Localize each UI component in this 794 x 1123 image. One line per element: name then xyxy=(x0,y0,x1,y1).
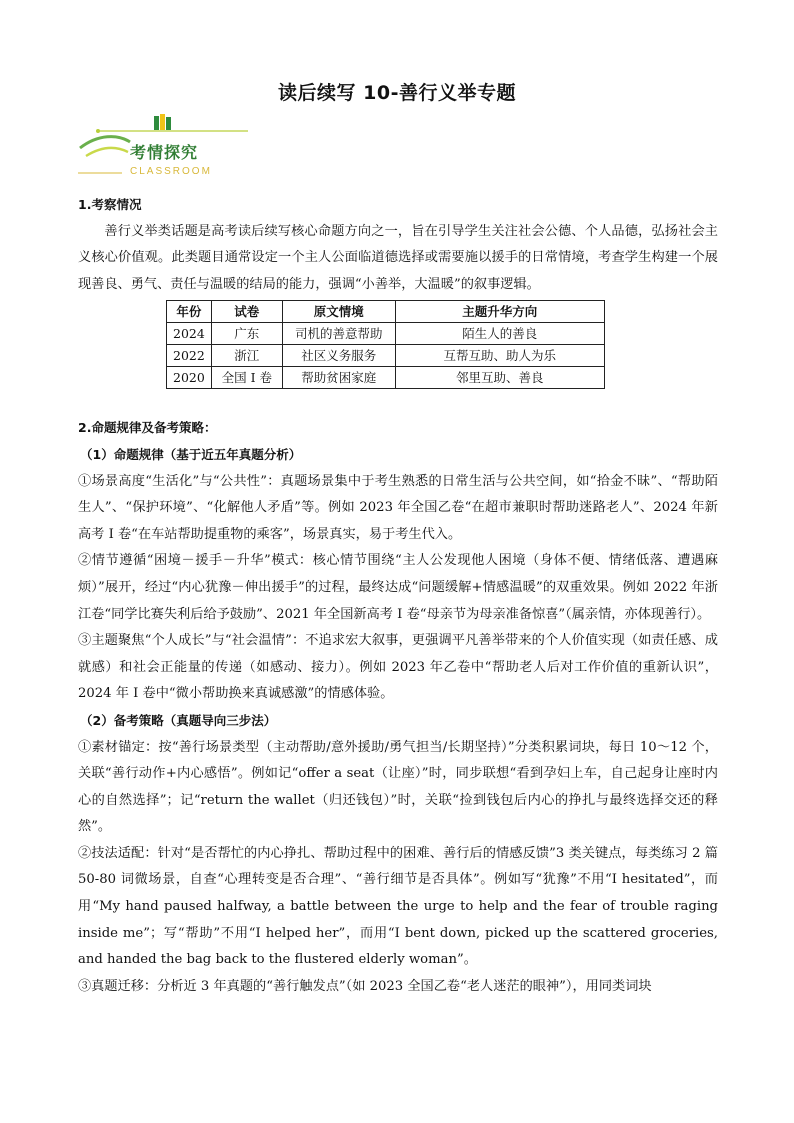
logo-subtitle: CLASSROOM xyxy=(130,166,212,177)
document-body xyxy=(78,192,718,1000)
table-header: 年份 xyxy=(167,301,212,323)
table-cell: 互帮互助、助人为乐 xyxy=(395,345,604,367)
book-icon xyxy=(154,114,171,130)
section-1-paragraph: 善行义举类话题是高考读后续写核心命题方向之一，旨在引导学生关注社会公德、个人品德，弘扬社会主义核心价值观。此类题目通常设定一个主人公面临道德选择或需要施以援手的日常情境，考查学生构建一个展现善良、勇气、责任与温暖的结局的能力，强调“小善举，大温暖”的叙事逻辑。 xyxy=(78,223,718,292)
table-cell: 浙江 xyxy=(211,345,282,367)
table-row xyxy=(167,345,605,367)
exam-table xyxy=(166,300,605,389)
section-logo xyxy=(78,112,258,186)
section-2-heading: 2.命题规律及备考策略： xyxy=(78,420,217,436)
paragraph-pattern-3: ③主题聚焦“个人成长”与“社会温情”：不追求宏大叙事，更强调平凡善举带来的个人价值实现（如责任感、成就感）和社会正能量的传递（如感动、接力）。例如 2023 年乙卷中“帮助老人后对工作价值的重新认识”，2024 年 I 卷中“微小帮助换来真诚感激”的情感体验。 xyxy=(78,633,718,702)
table-header: 原文情境 xyxy=(282,301,395,323)
paragraph-pattern-1: ①场景高度“生活化”与“公共性”：真题场景集中于考生熟悉的日常生活与公共空间，如“拾金不昧”、“帮助陌生人”、“保护环境”、“化解他人矛盾”等。例如 2023 年全国乙卷“在超市兼职时帮助迷路老人”、2024 年新高考 I 卷“在车站帮助提重物的乘客”，场景真实，易于考生代入。 xyxy=(78,473,718,542)
table-cell: 邻里互助、善良 xyxy=(395,367,604,389)
subsection-2-heading: （2）备考策略（真题导向三步法） xyxy=(80,712,277,728)
table-cell: 广东 xyxy=(211,323,282,345)
section-1-heading: 1.考察情况 xyxy=(78,197,142,212)
subsection-1-heading: （1）命题规律（基于近五年真题分析） xyxy=(80,446,302,462)
table-header: 试卷 xyxy=(211,301,282,323)
table-cell: 陌生人的善良 xyxy=(395,323,604,345)
table-header: 主题升华方向 xyxy=(395,301,604,323)
table-cell: 全国 I 卷 xyxy=(211,367,282,389)
table-cell: 司机的善意帮助 xyxy=(282,323,395,345)
table-cell: 帮助贫困家庭 xyxy=(282,367,395,389)
page-title: 读后续写 10-善行义举专题 xyxy=(278,82,516,104)
table-cell: 社区义务服务 xyxy=(282,345,395,367)
table-cell: 2024 xyxy=(167,323,212,345)
table-cell: 2020 xyxy=(167,367,212,389)
table-cell: 2022 xyxy=(167,345,212,367)
logo-title: 考情探究 xyxy=(130,143,199,162)
paragraph-strategy-1: ①素材锚定：按“善行场景类型（主动帮助/意外援助/勇气担当/长期坚持）”分类积累词块，每日 10～12 个，关联“善行动作+内心感悟”。例如记“offer a seat（让座）”时，同步联想“看到孕妇上车，自己起身让座时内心的自然选择”；记“return the wallet（归还钱包）”时，关联“捡到钱包后内心的挣扎与最终选择交还的释然”。 xyxy=(78,739,718,835)
table-row xyxy=(167,323,605,345)
paragraph-strategy-3: ③真题迁移：分析近 3 年真题的“善行触发点”（如 2023 全国乙卷“老人迷茫的眼神”），用同类词块 xyxy=(78,978,652,994)
paragraph-pattern-2: ②情节遵循“困境－援手－升华”模式：核心情节围绕“主人公发现他人困境（身体不便、情绪低落、遭遇麻烦）”展开，经过“内心犹豫－伸出援手”的过程，最终达成“问题缓解+情感温暖”的双重效果。例如 2022 年浙江卷“同学比赛失利后给予鼓励”、2021 年全国新高考 I 卷“母亲节为母亲准备惊喜”（属亲情，亦体现善行）。 xyxy=(78,553,718,622)
paragraph-strategy-2: ②技法适配：针对“是否帮忙的内心挣扎、帮助过程中的困难、善行后的情感反馈”3 类关键点，每类练习 2 篇 50-80 词微场景，自查“心理转变是否合理”、“善行细节是否具体”。例如写“犹豫”不用“I hesitated”，而用“My hand paused halfway, a battle between the urge to help and the fear of trouble raging inside me”；写“帮助”不用“I helped her”，而用“I bent down, picked up the scattered groceries, and handed the bag back to the flustered elderly woman”。 xyxy=(78,845,718,968)
table-header-row xyxy=(167,301,605,323)
table-row xyxy=(167,367,605,389)
